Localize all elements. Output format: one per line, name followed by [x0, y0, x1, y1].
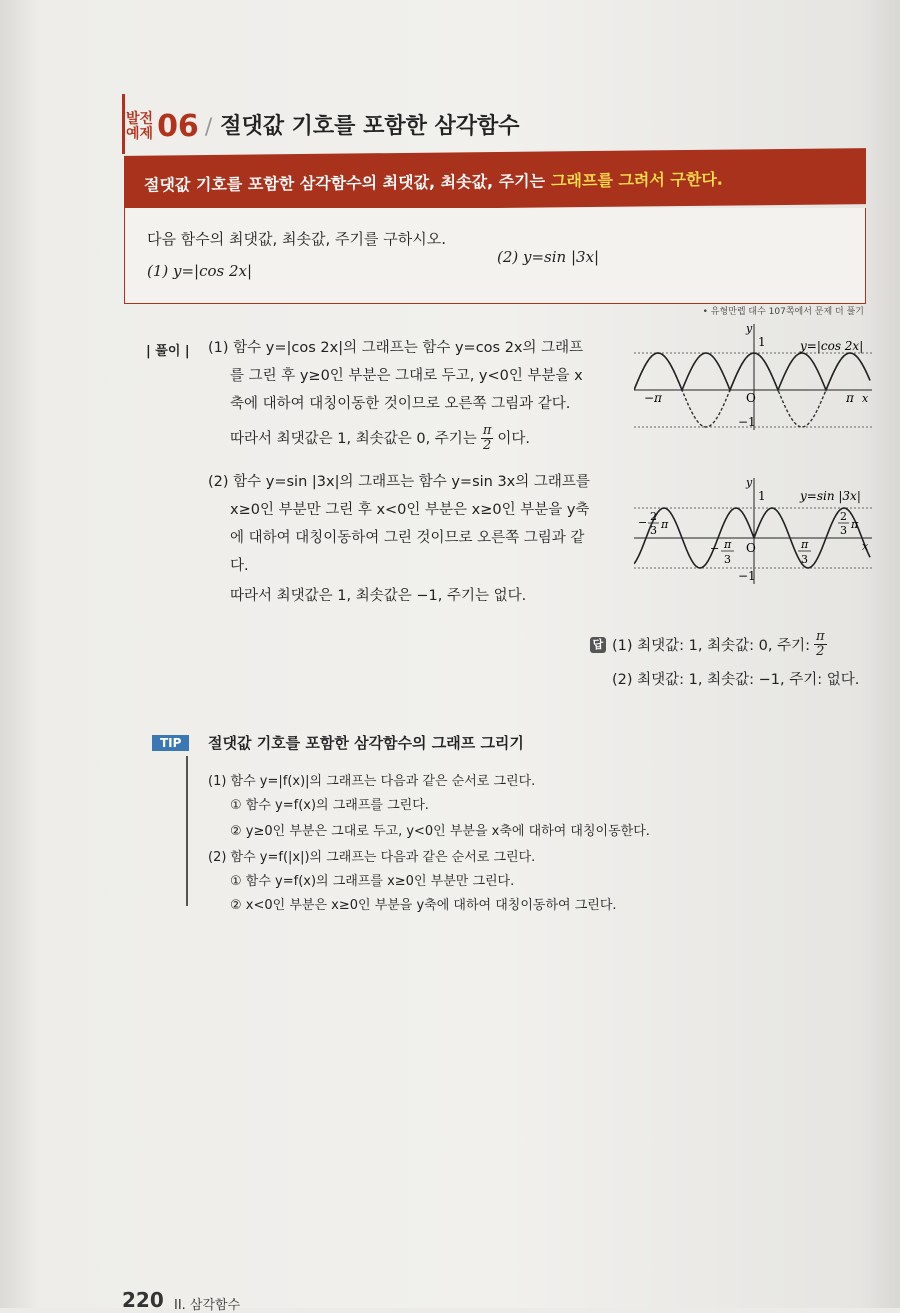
- label-neg-pi: −π: [644, 391, 662, 405]
- label-neg-one: −1: [738, 415, 756, 429]
- frac-num: π: [801, 538, 809, 551]
- neg-sign: −: [710, 542, 720, 555]
- label-neg-one: −1: [738, 569, 756, 583]
- solution-line: 에 대하여 대칭이동하여 그린 것이므로 오른쪽 그림과 같: [230, 530, 585, 546]
- side-tab-ghost: [44, 470, 78, 600]
- problem-question: 다음 함수의 최댓값, 최솟값, 주기를 구하시오.: [147, 230, 446, 248]
- tip-line: ② x<0인 부분은 x≥0인 부분을 y축에 대하여 대칭이동하여 그린다.: [230, 898, 617, 913]
- label-y: y: [746, 322, 753, 335]
- tip-line: (1) 함수 y=|f(x)|의 그래프는 다음과 같은 순서로 그린다.: [208, 774, 536, 789]
- frac-pi: π: [851, 518, 859, 531]
- graph2-caption: y=sin |3x|: [800, 489, 861, 503]
- answer-text-1: (1) 최댓값: 1, 최솟값: 0, 주기:: [612, 638, 810, 654]
- problem-box: [124, 208, 866, 304]
- fraction-num: π: [482, 423, 492, 438]
- frac-den: 3: [724, 553, 731, 566]
- example-title: 절댓값 기호를 포함한 삼각함수: [220, 114, 520, 139]
- label-x: x: [862, 392, 869, 405]
- frac-num: 2: [650, 510, 657, 523]
- label-one: 1: [758, 489, 766, 503]
- graph-abs-cos2x: [634, 320, 874, 440]
- badge-line1: 발전: [126, 111, 154, 127]
- tip-accent-bar: [186, 756, 188, 906]
- solution-line: 를 그린 후 y≥0인 부분은 그대로 두고, y<0인 부분을 x: [230, 368, 583, 384]
- fraction-den: 2: [482, 438, 492, 453]
- solution-part2-result: 따라서 최댓값은 1, 최솟값은 −1, 주기는 없다.: [230, 588, 527, 604]
- frac-den: 3: [650, 524, 657, 537]
- chapter-label: II. 삼각함수: [174, 1298, 241, 1313]
- frac-den: 3: [801, 553, 808, 566]
- tip-title: 절댓값 기호를 포함한 삼각함수의 그래프 그리기: [208, 734, 524, 752]
- problem-item-2: (2) y=sin |3x|: [497, 248, 600, 266]
- solution-part1-result: [230, 424, 530, 453]
- label-pi: π: [846, 391, 854, 405]
- frac-den: 3: [840, 524, 847, 537]
- solution-part2: [208, 468, 590, 580]
- result-text: 따라서 최댓값은 1, 최솟값은 0, 주기는: [230, 430, 477, 447]
- example-badge: [126, 112, 153, 142]
- abs-cos2x-curve: [634, 353, 870, 390]
- band-highlight: 그래프를 그려서 구한다.: [551, 169, 723, 190]
- label-origin: O: [746, 391, 756, 405]
- solution-line: 다.: [230, 558, 249, 574]
- solution-line: x≥0인 부분만 그린 후 x<0인 부분은 x≥0인 부분을 y축: [230, 502, 590, 518]
- page-number: 220: [122, 1288, 164, 1312]
- result-text: 이다.: [497, 430, 530, 447]
- label-y: y: [746, 476, 753, 489]
- summary-band: [124, 148, 866, 212]
- solution-label: | 풀이 |: [146, 344, 190, 359]
- graph-sin-abs3x: [634, 474, 874, 594]
- example-header: [126, 92, 520, 142]
- fraction-num: π: [815, 629, 825, 644]
- badge-line2: 예제: [126, 126, 154, 142]
- tip-line: ① 함수 y=f(x)의 그래프를 x≥0인 부분만 그린다.: [230, 874, 515, 889]
- header-accent-bar: [122, 94, 125, 154]
- tip-line: (2) 함수 y=f(|x|)의 그래프는 다음과 같은 순서로 그린다.: [208, 850, 536, 865]
- slash-divider: /: [204, 115, 213, 140]
- solution-line: (2) 함수 y=sin |3x|의 그래프는 함수 y=sin 3x의 그래프를: [208, 474, 590, 490]
- answer-line-2: (2) 최댓값: 1, 최솟값: −1, 주기: 없다.: [612, 672, 860, 688]
- problem-item-1: (1) y=|cos 2x|: [147, 262, 253, 280]
- frac-num: π: [724, 538, 732, 551]
- fraction-pi-over-2: [481, 424, 494, 453]
- answer-line-1: [590, 630, 827, 659]
- solution-line: (1) 함수 y=|cos 2x|의 그래프는 함수 y=cos 2x의 그래프: [208, 340, 584, 356]
- label-origin: O: [746, 541, 756, 555]
- solution-line: 축에 대하여 대칭이동한 것이므로 오른쪽 그림과 같다.: [230, 396, 571, 412]
- frac-num: 2: [840, 510, 847, 523]
- label-one: 1: [758, 335, 766, 349]
- tip-line: ① 함수 y=f(x)의 그래프를 그린다.: [230, 798, 429, 813]
- frac-pi: π: [661, 518, 669, 531]
- band-text: 절댓값 기호를 포함한 삼각함수의 최댓값, 최솟값, 주기는: [144, 170, 546, 195]
- label-x: x: [862, 540, 869, 553]
- tip-line: ② y≥0인 부분은 그대로 두고, y<0인 부분을 x축에 대하여 대칭이동한다.: [230, 824, 650, 839]
- neg-sign: −: [638, 516, 648, 529]
- example-number: 06: [157, 109, 199, 144]
- answer-badge: 답: [590, 637, 606, 653]
- fraction-den: 2: [816, 644, 825, 659]
- source-note: • 유형만렙 대수 107쪽에서 문제 더 풀기: [702, 307, 864, 317]
- graph1-caption: y=|cos 2x|: [800, 339, 864, 353]
- solution-part1: [208, 334, 583, 418]
- answer-fraction: [814, 630, 827, 659]
- tip-badge: TIP: [152, 735, 189, 751]
